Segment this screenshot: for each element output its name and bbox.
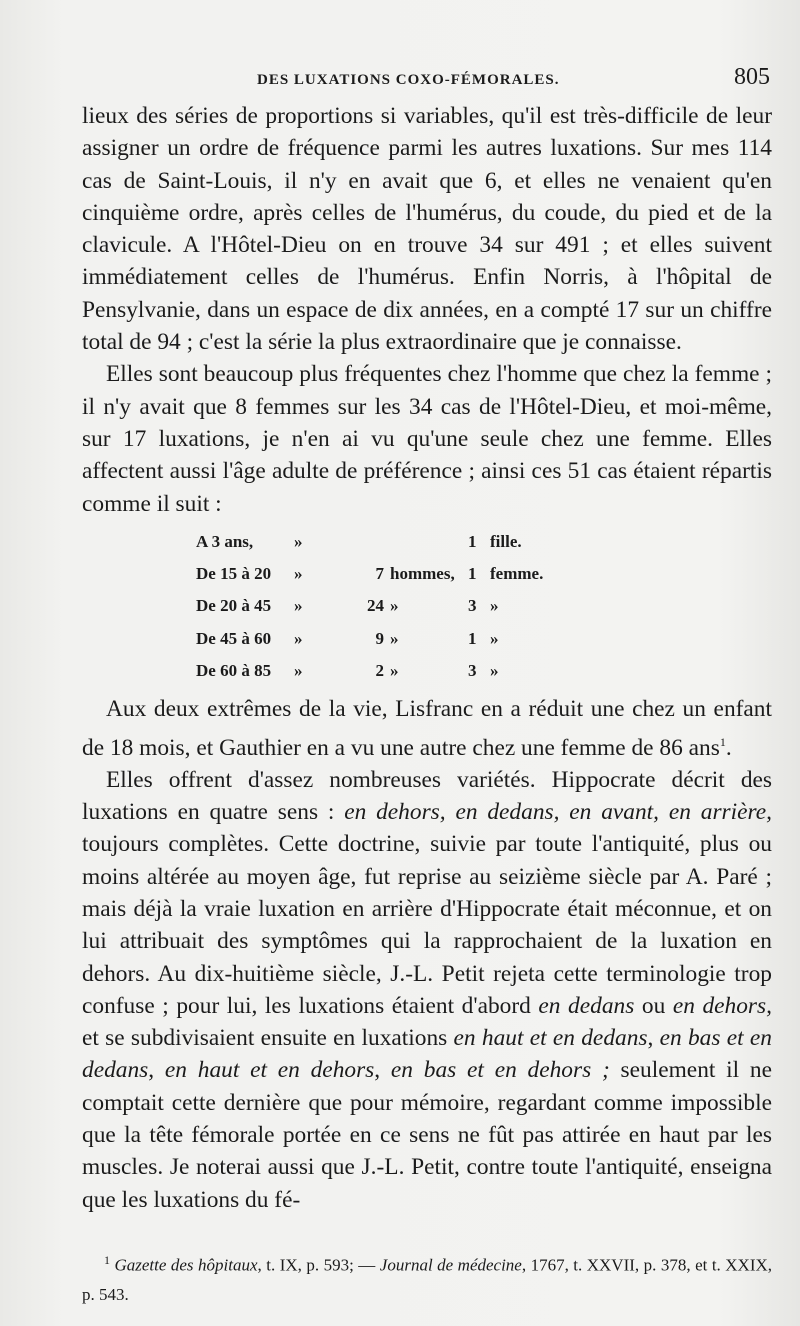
- table-cell-range: A 3 ans,: [196, 531, 254, 551]
- age-table-body: [196, 526, 570, 687]
- p4-i3: en dehors,: [672, 992, 772, 1019]
- footnote-journal-1: Gazette des hôpitaux: [114, 1255, 258, 1275]
- table-cell-range: De 15 à 20: [196, 564, 272, 584]
- p4-s8: seulement il ne comptait cette dernière que pour mémoire, regardant comme impossible que la tête fémorale portée en ce sens ne fût pas attirée en haut par les muscles. Je noterai aussi que J.-L. Petit, contre toute l'antiquité, enseigna que les luxations du fé-: [82, 1057, 773, 1213]
- table-row: [196, 526, 570, 558]
- table-cell-men: 24: [367, 596, 384, 616]
- paragraph-3-text: Aux deux extrêmes de la vie, Lisfranc en a réduit une chez un enfant de 18 mois, et Gauthier en a vu une autre chez une femme de 86 ans: [82, 696, 772, 761]
- table-cell-ditto1: »: [294, 564, 303, 584]
- footnote-ref-2: , 1767, t. XXVII, p. 378, et t. XXIX, p. 543.: [82, 1255, 773, 1304]
- table-cell-men-label: »: [390, 628, 399, 648]
- p4-s5: ,: [647, 1025, 660, 1052]
- table-cell-men-label: »: [390, 661, 399, 681]
- table-cell-women-label: »: [490, 596, 499, 616]
- running-title: DES LUXATIONS COXO-FÉMORALES.: [257, 72, 560, 88]
- table-cell-ditto1: »: [294, 531, 303, 551]
- table-cell-men-label: hommes,: [390, 564, 455, 584]
- table-cell-men-label: [390, 526, 468, 558]
- table-row: [196, 623, 570, 655]
- p4-s4: et se subdivisaient ensuite en luxations: [82, 1025, 454, 1052]
- table-row: [196, 655, 570, 687]
- table-cell-range: De 60 à 85: [196, 661, 272, 681]
- table-row: [196, 558, 570, 590]
- table-cell-ditto1: »: [294, 628, 303, 648]
- footnote-ref: 1: [719, 734, 726, 749]
- table-cell-range: De 45 à 60: [196, 628, 272, 648]
- table-cell-men: 9: [375, 628, 384, 648]
- p4-i6: en haut et en dehors: [164, 1057, 375, 1084]
- p4-s2: toujours complètes. Cette doctrine, suivie par toute l'antiquité, plus ou moins altérée au moyen âge, fut reprise au seizième siècle par A. Paré ; mais déjà la vraie luxation en arrière d'Hippocrate était méconnue, et on lui attribuait des symptômes qui la rapprochaient de la luxation en dehors. Au dix-huitième siècle, J.-L. Petit rejeta cette terminologie trop confuse ; pour lui, les luxations étaient d'abord: [82, 831, 772, 1019]
- p4-i7: en bas et en dehors ;: [390, 1057, 610, 1084]
- footnote-ref-1: , t. IX, p. 593; —: [257, 1255, 380, 1275]
- footnote-number: 1: [104, 1253, 110, 1267]
- paragraph-3: [82, 693, 772, 763]
- table-cell-men-label: »: [390, 596, 399, 616]
- footnote-journal-2: Journal de médecine: [379, 1255, 522, 1275]
- table-cell-women-label: fille.: [490, 531, 522, 551]
- table-cell-ditto1: »: [294, 661, 303, 681]
- paragraph-2: Elles sont beaucoup plus fréquentes chez l'homme que chez la femme ; il n'y avait que 8 femmes sur les 34 cas de l'Hôtel-Dieu, et moi-même, sur 17 luxations, je n'en ai vu qu'une seule chez une femme. Elles affectent aussi l'âge adulte de préférence ; ainsi ces 51 cas étaient répartis comme il suit :: [82, 361, 772, 517]
- paragraph-1: lieux des séries de proportions si variables, qu'il est très-difficile de leur assigner un ordre de fréquence parmi les autres luxations. Sur mes 114 cas de Saint-Louis, il n'y en avait que 6, et elles ne venaient qu'en cinquième ordre, après celles de l'humérus, du coude, du pied et de la clavicule. A l'Hôtel-Dieu on en trouve 34 sur 491 ; et elles suivent immédiatement celles de l'humérus. Enfin Norris, à l'hôpital de Pensylvanie, dans un espace de dix années, en a compté 17 sur un chiffre total de 94 ; c'est la série la plus extraordinaire que je connaisse.: [82, 103, 772, 356]
- p4-i5: en bas et en dedans: [82, 1025, 772, 1084]
- table-cell-women: 1: [468, 531, 477, 551]
- body-text: [82, 100, 772, 1216]
- p4-i4: en haut et en dedans: [453, 1025, 648, 1052]
- table-cell-men: 2: [375, 661, 384, 681]
- footnote: [82, 1246, 772, 1309]
- p4-s6: ,: [148, 1057, 165, 1084]
- table-cell-women: 1: [468, 628, 477, 648]
- table-cell-men: 7: [375, 564, 384, 584]
- table-cell-women: 3: [468, 596, 477, 616]
- p4-i2: en dedans: [538, 992, 635, 1019]
- table-cell-men: [356, 526, 390, 558]
- table-row: [196, 590, 570, 622]
- p4-s7: ,: [374, 1057, 391, 1084]
- table-cell-women-label: femme.: [490, 564, 544, 584]
- paragraph-3-end: .: [725, 734, 732, 761]
- p4-s1: Elles offrent d'assez nombreuses variétés. Hippocrate décrit des luxations en quatre sens :: [82, 766, 772, 826]
- age-distribution-table: [196, 526, 570, 687]
- paragraph-4: [82, 764, 772, 1216]
- p4-s3: ou: [634, 992, 673, 1019]
- table-cell-women: 1: [468, 564, 477, 584]
- table-cell-ditto1: »: [294, 596, 303, 616]
- table-cell-women-label: »: [490, 628, 499, 648]
- p4-i1: en dehors, en dedans, en avant, en arrière,: [344, 799, 772, 826]
- page-number: 805: [734, 64, 770, 90]
- table-cell-range: De 20 à 45: [196, 596, 272, 616]
- table-cell-women: 3: [468, 661, 477, 681]
- page-header: [82, 64, 772, 94]
- table-cell-women-label: »: [490, 661, 499, 681]
